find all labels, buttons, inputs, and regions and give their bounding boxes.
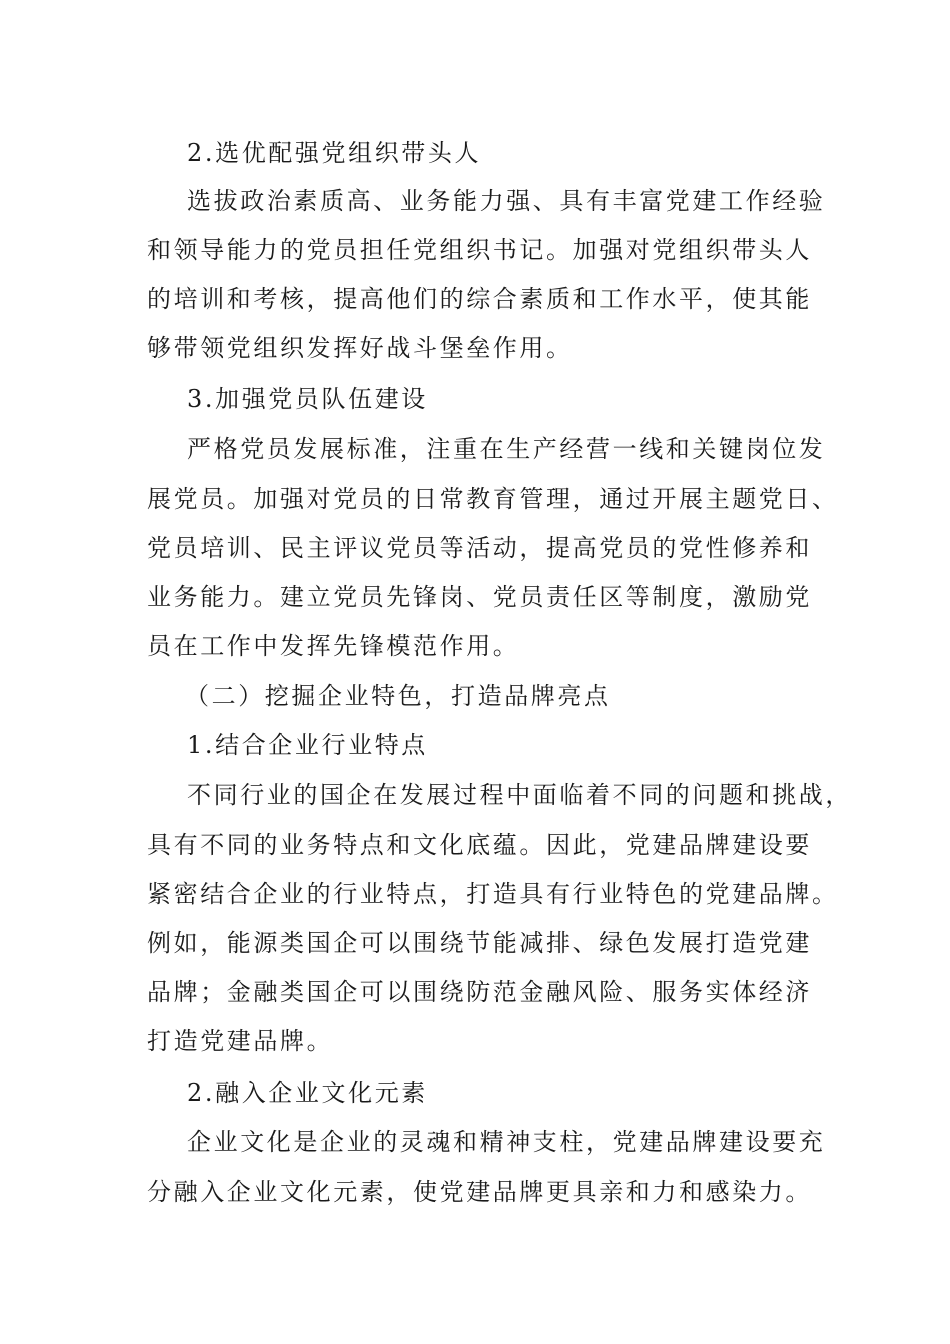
paragraph-line: 的培训和考核，提高他们的综合素质和工作水平，使其能: [147, 285, 812, 313]
paragraph-line: 和领导能力的党员担任党组织书记。加强对党组织带头人: [147, 236, 812, 264]
paragraph-line: 选拔政治素质高、业务能力强、具有丰富党建工作经验: [187, 187, 826, 215]
paragraph-line: 业务能力。建立党员先锋岗、党员责任区等制度，激励党: [147, 583, 812, 611]
paragraph-line: 例如，能源类国企可以围绕节能减排、绿色发展打造党建: [147, 929, 812, 957]
paragraph-line: 品牌；金融类国企可以围绕防范金融风险、服务实体经济: [147, 978, 812, 1006]
paragraph-line: 严格党员发展标准，注重在生产经营一线和关键岗位发: [187, 435, 826, 463]
heading-3-member-team: 3.加强党员队伍建设: [187, 385, 428, 413]
paragraph-line: 党员培训、民主评议党员等活动，提高党员的党性修养和: [147, 534, 812, 562]
paragraph-line: 够带领党组织发挥好战斗堡垒作用。: [147, 334, 573, 362]
heading-2-select-leaders: 2.选优配强党组织带头人: [187, 139, 482, 167]
section-heading-2: （二）挖掘企业特色，打造品牌亮点: [185, 682, 611, 710]
heading-1-industry: 1.结合企业行业特点: [187, 731, 428, 759]
paragraph-line: 打造党建品牌。: [147, 1027, 334, 1055]
paragraph-line: 展党员。加强对党员的日常教育管理，通过开展主题党日、: [147, 485, 839, 513]
paragraph-line: 员在工作中发挥先锋模范作用。: [147, 632, 520, 660]
paragraph-line: 具有不同的业务特点和文化底蕴。因此，党建品牌建设要: [147, 831, 812, 859]
paragraph-line: 不同行业的国企在发展过程中面临着不同的问题和挑战，: [187, 781, 852, 809]
paragraph-line: 紧密结合企业的行业特点，打造具有行业特色的党建品牌。: [147, 880, 839, 908]
paragraph-line: 企业文化是企业的灵魂和精神支柱，党建品牌建设要充: [187, 1128, 826, 1156]
paragraph-line: 分融入企业文化元素，使党建品牌更具亲和力和感染力。: [147, 1178, 812, 1206]
heading-2-culture: 2.融入企业文化元素: [187, 1079, 428, 1107]
